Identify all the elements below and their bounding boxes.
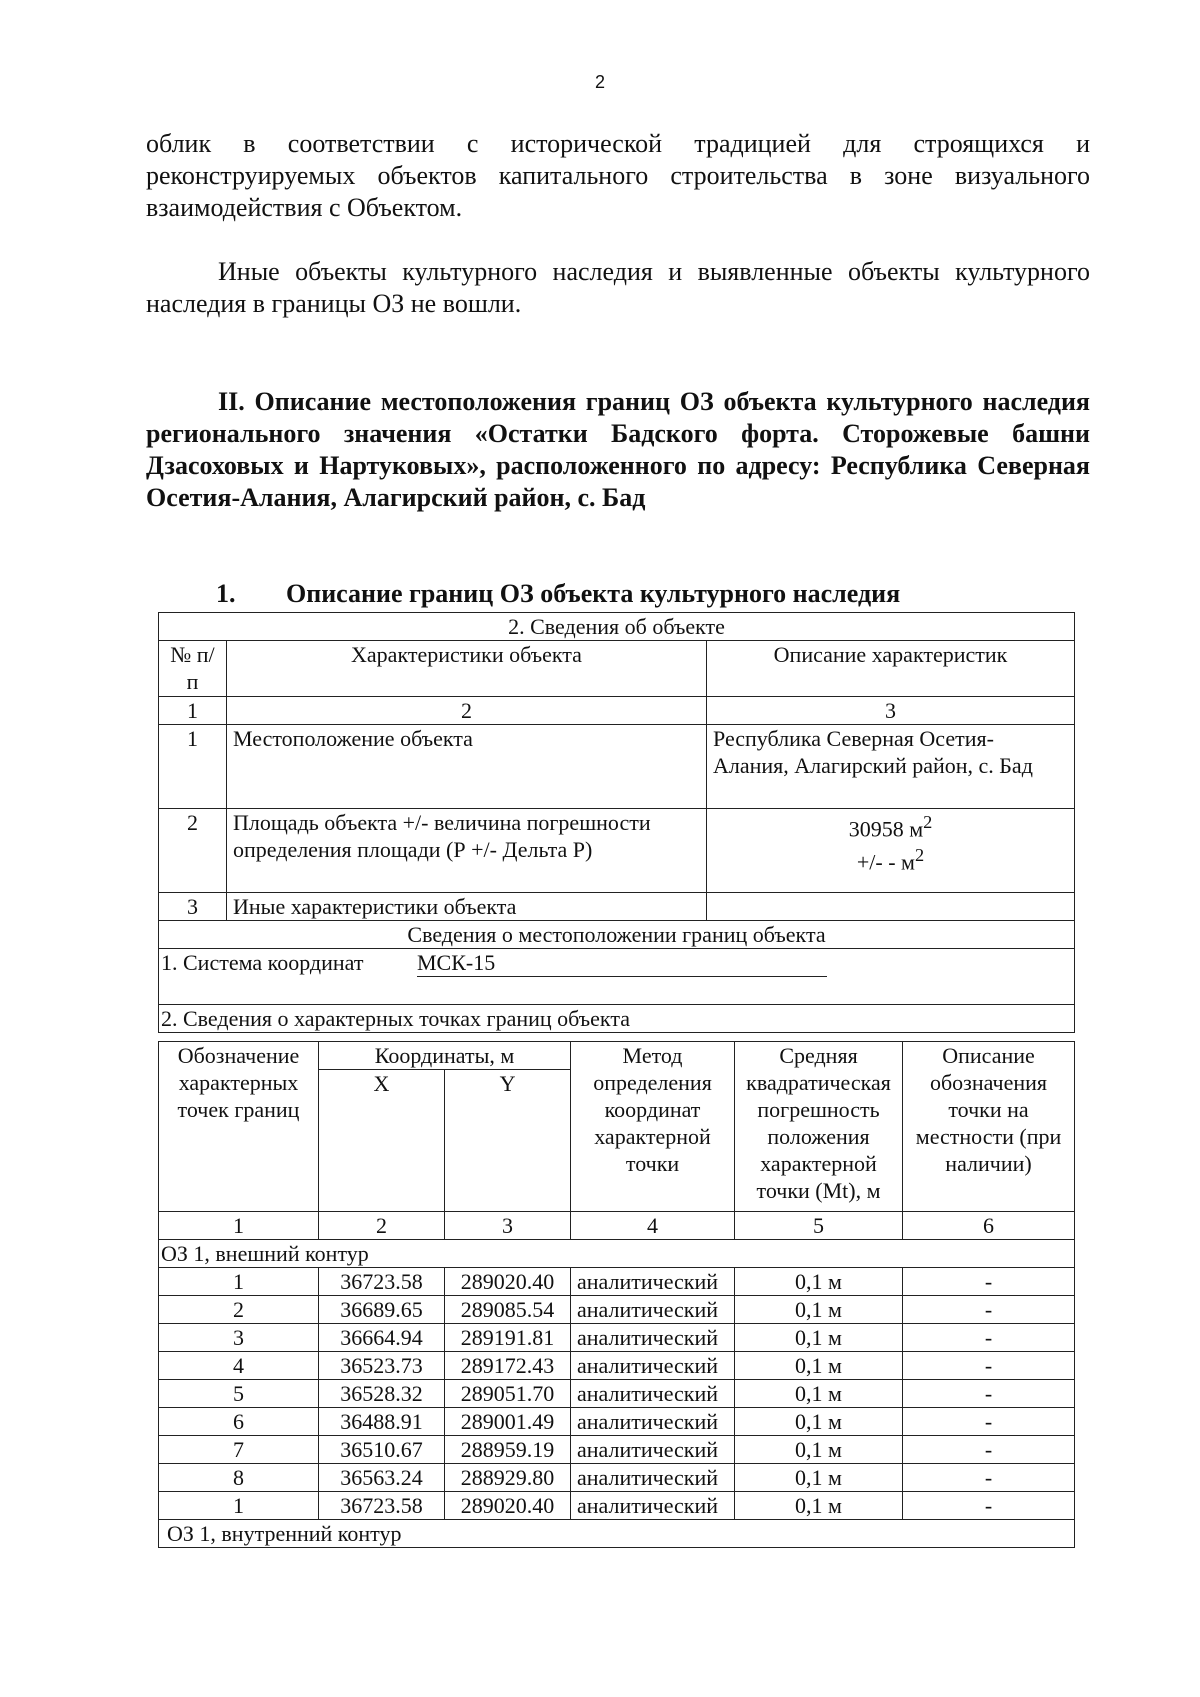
table-row <box>159 1324 1075 1352</box>
area-value: 30958 м <box>848 816 924 842</box>
header-method: Метод определения координат характерной точки <box>571 1042 735 1212</box>
mean-error: 0,1 м <box>735 1380 903 1408</box>
coord-system-value: МСК-15 <box>417 949 827 977</box>
coord-x: 36664.94 <box>319 1324 445 1352</box>
header-characteristics: Характеристики объекта <box>227 641 707 697</box>
method: аналитический <box>571 1324 735 1352</box>
area-unit-sup: 2 <box>923 812 933 832</box>
table-row <box>159 1408 1075 1436</box>
point-id: 1 <box>159 1268 319 1296</box>
pcol-num-3: 3 <box>445 1212 571 1240</box>
row-1-value: Республика Северная Осетия-Алания, Алагирский район, с. Бад <box>707 725 1075 809</box>
col-num-3: 3 <box>707 697 1075 725</box>
point-description: - <box>903 1492 1075 1520</box>
coord-x: 36510.67 <box>319 1436 445 1464</box>
point-description: - <box>903 1464 1075 1492</box>
table-row <box>159 1492 1075 1520</box>
coord-y: 288929.80 <box>445 1464 571 1492</box>
point-id: 2 <box>159 1296 319 1324</box>
table-row <box>159 1268 1075 1296</box>
row-1-num: 1 <box>159 725 227 809</box>
coord-y: 289020.40 <box>445 1492 571 1520</box>
point-description: - <box>903 1436 1075 1464</box>
point-description: - <box>903 1296 1075 1324</box>
point-description: - <box>903 1324 1075 1352</box>
mean-error: 0,1 м <box>735 1268 903 1296</box>
section-title: II. Описание местоположения границ ОЗ объекта культурного наследия регионального значения «Остатки Бадского форта. Сторожевые башни Дзасоховых и Нартуковых», расположенного по адресу: Республика Северная Осетия-Алания, Алагирский район, с. Бад <box>146 387 1090 512</box>
point-description: - <box>903 1380 1075 1408</box>
header-x: X <box>319 1070 445 1212</box>
point-id: 4 <box>159 1352 319 1380</box>
method: аналитический <box>571 1408 735 1436</box>
header-designation: Обозначение характерных точек границ <box>159 1042 319 1212</box>
object-table-caption: 2. Сведения об объекте <box>159 613 1075 641</box>
coord-system-row <box>159 949 1075 1005</box>
method: аналитический <box>571 1296 735 1324</box>
point-id: 7 <box>159 1436 319 1464</box>
pcol-num-2: 2 <box>319 1212 445 1240</box>
coord-x: 36523.73 <box>319 1352 445 1380</box>
subsection-text: Описание границ ОЗ объекта культурного наследия <box>286 579 901 608</box>
mean-error: 0,1 м <box>735 1324 903 1352</box>
points-header: 2. Сведения о характерных точках границ объекта <box>159 1005 1075 1033</box>
point-description: - <box>903 1352 1075 1380</box>
point-id: 8 <box>159 1464 319 1492</box>
coord-x: 36689.65 <box>319 1296 445 1324</box>
col-num-1: 1 <box>159 697 227 725</box>
method: аналитический <box>571 1268 735 1296</box>
point-id: 6 <box>159 1408 319 1436</box>
table-row <box>159 1464 1075 1492</box>
mean-error: 0,1 м <box>735 1492 903 1520</box>
point-description: - <box>903 1408 1075 1436</box>
coord-x: 36563.24 <box>319 1464 445 1492</box>
header-point-description: Описание обозначения точки на местности (при наличии) <box>903 1042 1075 1212</box>
table-row <box>159 1296 1075 1324</box>
error-unit-sup: 2 <box>914 845 925 866</box>
header-coords: Координаты, м <box>319 1042 571 1070</box>
header-error: Средняя квадратическая погрешность положения характерной точки (Mt), м <box>735 1042 903 1212</box>
coord-x: 36488.91 <box>319 1408 445 1436</box>
method: аналитический <box>571 1352 735 1380</box>
header-y: Y <box>445 1070 571 1212</box>
point-id: 1 <box>159 1492 319 1520</box>
paragraph-2: Иные объекты культурного наследия и выявленные объекты культурного наследия в границы ОЗ не вошли. <box>146 257 1090 318</box>
mean-error: 0,1 м <box>735 1436 903 1464</box>
method: аналитический <box>571 1464 735 1492</box>
inner-contour-label: ОЗ 1, внутренний контур <box>159 1520 1075 1548</box>
table-row <box>159 1352 1075 1380</box>
coord-y: 289051.70 <box>445 1380 571 1408</box>
coord-system-label: 1. Система координат <box>161 950 364 975</box>
row-2-value <box>707 809 1075 893</box>
method: аналитический <box>571 1436 735 1464</box>
coord-y: 289172.43 <box>445 1352 571 1380</box>
method: аналитический <box>571 1492 735 1520</box>
coord-y: 289085.54 <box>445 1296 571 1324</box>
area-error: +/- - м <box>856 849 915 875</box>
paragraph-1: облик в соответствии с исторической традицией для строящихся и реконструируемых объектов капитального строительства в зоне визуального взаимодействия с Объектом. <box>146 129 1090 222</box>
page-number: 2 <box>594 72 605 92</box>
mean-error: 0,1 м <box>735 1464 903 1492</box>
mean-error: 0,1 м <box>735 1352 903 1380</box>
pcol-num-6: 6 <box>903 1212 1075 1240</box>
point-description: - <box>903 1268 1075 1296</box>
pcol-num-5: 5 <box>735 1212 903 1240</box>
subsection-number: 1. <box>216 579 236 608</box>
row-1-name: Местоположение объекта <box>227 725 707 809</box>
outer-contour-label: ОЗ 1, внешний контур <box>159 1240 1075 1268</box>
coord-y: 289001.49 <box>445 1408 571 1436</box>
row-2-num: 2 <box>159 809 227 893</box>
table-row <box>159 1436 1075 1464</box>
method: аналитический <box>571 1380 735 1408</box>
table-row <box>159 1380 1075 1408</box>
points-table <box>158 1041 1074 1548</box>
point-rows <box>159 1268 1075 1520</box>
point-id: 5 <box>159 1380 319 1408</box>
col-num-2: 2 <box>227 697 707 725</box>
row-2-name: Площадь объекта +/- величина погрешности определения площади (Р +/- Дельта Р) <box>227 809 707 893</box>
location-header: Сведения о местоположении границ объекта <box>159 921 1075 949</box>
row-3-value <box>707 893 1075 921</box>
pcol-num-1: 1 <box>159 1212 319 1240</box>
coord-y: 288959.19 <box>445 1436 571 1464</box>
subsection-title <box>216 578 900 610</box>
row-3-num: 3 <box>159 893 227 921</box>
header-num: № п/п <box>159 641 227 697</box>
mean-error: 0,1 м <box>735 1408 903 1436</box>
point-id: 3 <box>159 1324 319 1352</box>
mean-error: 0,1 м <box>735 1296 903 1324</box>
header-description: Описание характеристик <box>707 641 1075 697</box>
coord-y: 289191.81 <box>445 1324 571 1352</box>
coord-x: 36528.32 <box>319 1380 445 1408</box>
pcol-num-4: 4 <box>571 1212 735 1240</box>
coord-x: 36723.58 <box>319 1268 445 1296</box>
object-info-table <box>158 612 1074 1033</box>
row-3-name: Иные характеристики объекта <box>227 893 707 921</box>
coord-x: 36723.58 <box>319 1492 445 1520</box>
coord-y: 289020.40 <box>445 1268 571 1296</box>
